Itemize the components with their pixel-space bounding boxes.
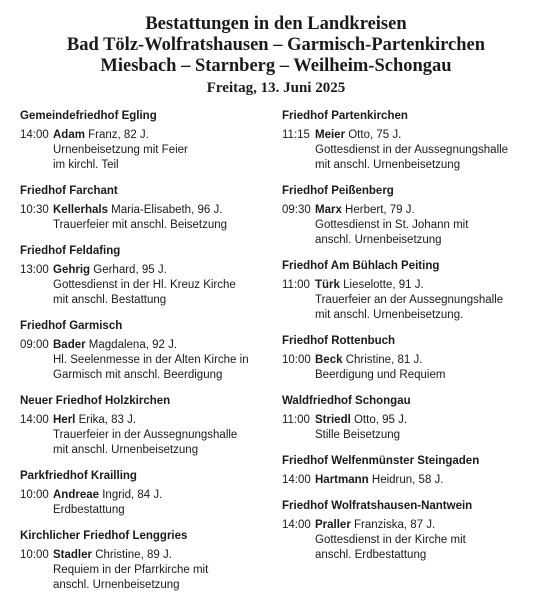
cemetery-name: Friedhof Am Bühlach Peiting bbox=[282, 260, 440, 272]
ceremony-description: Garmisch mit anschl. Beerdigung bbox=[53, 369, 223, 381]
burial-time: 11:00 bbox=[282, 414, 310, 426]
cemetery-name: Gemeindefriedhof Egling bbox=[20, 110, 157, 122]
deceased-line bbox=[315, 203, 532, 218]
burial-details bbox=[315, 353, 532, 383]
deceased-line bbox=[315, 518, 532, 533]
burial-time: 09:00 bbox=[20, 339, 49, 351]
burial-time: 10:00 bbox=[20, 549, 49, 561]
deceased-surname: Beck bbox=[315, 354, 343, 366]
right-column bbox=[282, 109, 532, 604]
cemetery-name: Parkfriedhof Krailling bbox=[20, 470, 137, 482]
deceased-line bbox=[53, 338, 270, 353]
burial-time: 14:00 bbox=[20, 129, 49, 141]
header bbox=[20, 14, 532, 97]
burial-details bbox=[53, 488, 270, 518]
ceremony-description: mit anschl. Urnenbeisetzung bbox=[315, 159, 461, 171]
deceased-surname: Kellerhals bbox=[53, 204, 108, 216]
deceased-surname: Andreae bbox=[53, 489, 100, 501]
cemetery-section bbox=[20, 529, 270, 593]
deceased-name-age: Gerhard, 95 J. bbox=[90, 264, 167, 276]
burial-details bbox=[53, 263, 270, 308]
burial-time: 14:00 bbox=[282, 474, 311, 486]
ceremony-description: anschl. Erdbestattung bbox=[315, 549, 427, 561]
cemetery-name: Friedhof Rottenbuch bbox=[282, 335, 396, 347]
ceremony-description: im kirchl. Teil bbox=[53, 159, 119, 171]
deceased-line bbox=[53, 128, 270, 143]
burial-time: 09:30 bbox=[282, 204, 311, 216]
deceased-line bbox=[53, 488, 270, 503]
cemetery-section bbox=[20, 394, 270, 458]
deceased-surname: Adam bbox=[53, 129, 85, 141]
deceased-line bbox=[53, 548, 270, 563]
burial-entry bbox=[282, 413, 532, 443]
title-line-1: Bestattungen in den Landkreisen bbox=[145, 14, 407, 34]
ceremony-description: Beerdigung und Requiem bbox=[315, 369, 446, 381]
deceased-surname: Bader bbox=[53, 339, 86, 351]
cemetery-section bbox=[20, 469, 270, 518]
deceased-line bbox=[53, 203, 270, 218]
burial-entry bbox=[20, 338, 270, 383]
deceased-name-age: Herbert, 79 J. bbox=[341, 204, 415, 216]
burial-entry bbox=[282, 278, 532, 323]
deceased-surname: Striedl bbox=[315, 414, 351, 426]
burial-entry bbox=[20, 263, 270, 308]
burial-time: 13:00 bbox=[20, 264, 49, 276]
deceased-line bbox=[315, 353, 532, 368]
burial-details bbox=[53, 338, 270, 383]
burial-details bbox=[53, 203, 270, 233]
cemetery-section bbox=[20, 244, 270, 308]
cemetery-name: Waldfriedhof Schongau bbox=[282, 395, 411, 407]
deceased-surname: Hartmann bbox=[315, 474, 369, 486]
publication-date: Freitag, 13. Juni 2025 bbox=[206, 80, 346, 96]
burial-time: 10:00 bbox=[20, 489, 49, 501]
burial-details bbox=[315, 518, 532, 563]
cemetery-section bbox=[282, 259, 532, 323]
burial-details bbox=[53, 128, 270, 173]
cemetery-section bbox=[282, 394, 532, 443]
ceremony-description: mit anschl. Urnenbeisetzung bbox=[53, 444, 199, 456]
deceased-name-age: Franziska, 87 J. bbox=[350, 519, 436, 531]
burial-details bbox=[315, 278, 532, 323]
deceased-surname: Marx bbox=[315, 204, 342, 216]
cemetery-name: Friedhof Partenkirchen bbox=[282, 110, 408, 122]
burial-entry bbox=[282, 128, 532, 173]
ceremony-description: Requiem in der Pfarrkirche mit bbox=[53, 564, 209, 576]
deceased-name-age: Christine, 81 J. bbox=[342, 354, 423, 366]
deceased-name-age: Otto, 75 J. bbox=[345, 129, 402, 141]
cemetery-name: Friedhof Peißenberg bbox=[282, 185, 394, 197]
title-line-3: Miesbach – Starnberg – Weilheim-Schongau bbox=[100, 56, 452, 76]
deceased-line bbox=[315, 413, 532, 428]
deceased-line bbox=[53, 263, 270, 278]
burial-entry bbox=[282, 473, 532, 488]
burial-entry bbox=[282, 518, 532, 563]
ceremony-description: Trauerfeier mit anschl. Beisetzung bbox=[53, 219, 228, 231]
cemetery-section bbox=[20, 109, 270, 173]
deceased-line bbox=[315, 128, 532, 143]
cemetery-name: Neuer Friedhof Holzkirchen bbox=[20, 395, 171, 407]
burial-time: 11:15 bbox=[282, 129, 310, 141]
ceremony-description: Gottesdienst in St. Johann mit bbox=[315, 219, 469, 231]
burial-details bbox=[315, 473, 532, 488]
burial-entry bbox=[20, 488, 270, 518]
burial-details bbox=[315, 128, 532, 173]
burial-entry bbox=[282, 203, 532, 248]
ceremony-description: Urnenbeisetzung mit Feier bbox=[53, 144, 188, 156]
cemetery-section bbox=[282, 499, 532, 563]
burial-time: 14:00 bbox=[282, 519, 311, 531]
burial-time: 11:00 bbox=[282, 279, 310, 291]
deceased-line bbox=[315, 473, 532, 488]
cemetery-name: Friedhof Garmisch bbox=[20, 320, 123, 332]
burial-entry bbox=[20, 203, 270, 233]
deceased-surname: Herl bbox=[53, 414, 76, 426]
ceremony-description: Trauerfeier in der Aussegnungshalle bbox=[53, 429, 238, 441]
deceased-name-age: Ingrid, 84 J. bbox=[99, 489, 163, 501]
ceremony-description: mit anschl. Urnenbeisetzung. bbox=[315, 309, 464, 321]
ceremony-description: Trauerfeier an der Aussegnungshalle bbox=[315, 294, 504, 306]
cemetery-name: Kirchlicher Friedhof Lenggries bbox=[20, 530, 188, 542]
deceased-surname: Meier bbox=[315, 129, 346, 141]
cemetery-name: Friedhof Farchant bbox=[20, 185, 118, 197]
deceased-name-age: Maria-Elisabeth, 96 J. bbox=[107, 204, 223, 216]
cemetery-name: Friedhof Feldafing bbox=[20, 245, 121, 257]
deceased-name-age: Lieselotte, 91 J. bbox=[339, 279, 424, 291]
burial-time: 14:00 bbox=[20, 414, 49, 426]
burial-entry bbox=[20, 413, 270, 458]
ceremony-description: Hl. Seelenmesse in der Alten Kirche in bbox=[53, 354, 249, 366]
ceremony-description: Erdbestattung bbox=[53, 504, 125, 516]
burial-time: 10:00 bbox=[282, 354, 311, 366]
cemetery-section bbox=[282, 334, 532, 383]
deceased-name-age: Erika, 83 J. bbox=[75, 414, 137, 426]
deceased-surname: Praller bbox=[315, 519, 351, 531]
cemetery-section bbox=[282, 454, 532, 488]
burial-entry bbox=[20, 128, 270, 173]
cemetery-section bbox=[20, 184, 270, 233]
deceased-name-age: Magdalena, 92 J. bbox=[85, 339, 178, 351]
ceremony-description: mit anschl. Bestattung bbox=[53, 294, 167, 306]
cemetery-section bbox=[282, 109, 532, 173]
ceremony-description: anschl. Urnenbeisetzung bbox=[53, 579, 180, 591]
ceremony-description: Gottesdienst in der Aussegnungshalle bbox=[315, 144, 509, 156]
deceased-name-age: Heidrun, 58 J. bbox=[368, 474, 444, 486]
ceremony-description: anschl. Urnenbeisetzung bbox=[315, 234, 442, 246]
deceased-surname: Stadler bbox=[53, 549, 92, 561]
deceased-line bbox=[315, 278, 532, 293]
left-column bbox=[20, 109, 270, 604]
title-line-2: Bad Tölz-Wolfratshausen – Garmisch-Partenkirchen bbox=[66, 35, 486, 55]
ceremony-description: Stille Beisetzung bbox=[315, 429, 401, 441]
listing-columns bbox=[20, 109, 532, 604]
burial-entry bbox=[282, 353, 532, 383]
cemetery-name: Friedhof Wolfratshausen-Nantwein bbox=[282, 500, 473, 512]
burial-entry bbox=[20, 548, 270, 593]
deceased-surname: Türk bbox=[315, 279, 340, 291]
burial-details bbox=[53, 548, 270, 593]
deceased-name-age: Franz, 82 J. bbox=[84, 129, 149, 141]
burial-details bbox=[53, 413, 270, 458]
burial-details bbox=[315, 413, 532, 443]
deceased-surname: Gehrig bbox=[53, 264, 91, 276]
cemetery-section bbox=[282, 184, 532, 248]
deceased-name-age: Otto, 95 J. bbox=[350, 414, 408, 426]
deceased-name-age: Christine, 89 J. bbox=[92, 549, 172, 561]
cemetery-section bbox=[20, 319, 270, 383]
ceremony-description: Gottesdienst in der Hl. Kreuz Kirche bbox=[53, 279, 236, 291]
ceremony-description: Gottesdienst in der Kirche mit bbox=[315, 534, 466, 546]
burial-time: 10:30 bbox=[20, 204, 49, 216]
deceased-line bbox=[53, 413, 270, 428]
cemetery-name: Friedhof Welfenmünster Steingaden bbox=[282, 455, 480, 467]
burial-details bbox=[315, 203, 532, 248]
